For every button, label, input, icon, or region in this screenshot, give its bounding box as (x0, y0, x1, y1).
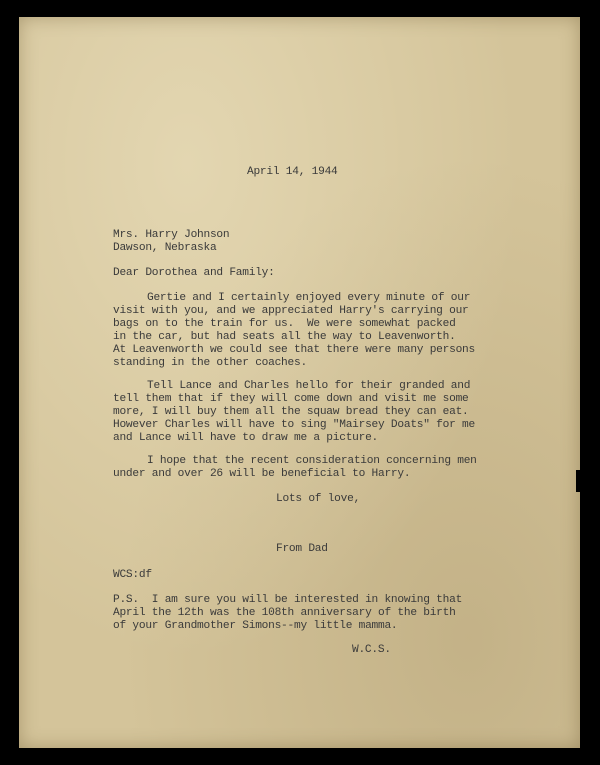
salutation: Dear Dorothea and Family: (113, 267, 275, 279)
letter-date: April 14, 1944 (247, 166, 338, 178)
postscript-line: of your Grandmother Simons--my little mamma. (113, 620, 398, 632)
paragraph-line: Gertie and I certainly enjoyed every minute of our (147, 292, 471, 304)
postscript-line: P.S. I am sure you will be interested in knowing that (113, 594, 463, 606)
paragraph-line: more, I will buy them all the squaw bread they can eat. (113, 406, 469, 418)
paper-edge-notch (576, 470, 582, 492)
paragraph-line: under and over 26 will be beneficial to Harry. (113, 468, 411, 480)
closing: Lots of love, (276, 493, 361, 505)
recipient-location: Dawson, Nebraska (113, 242, 217, 254)
typist-initials: WCS:df (113, 569, 152, 581)
paragraph-line: tell them that if they will come down and visit me some (113, 393, 469, 405)
paragraph-line: visit with you, and we appreciated Harry's carrying our (113, 305, 469, 317)
paragraph-line: Tell Lance and Charles hello for their granded and (147, 380, 471, 392)
paragraph-line: standing in the other coaches. (113, 357, 307, 369)
recipient-name: Mrs. Harry Johnson (113, 229, 230, 241)
paragraph-line: in the car, but had seats all the way to Leavenworth. (113, 331, 456, 343)
paragraph-line: and Lance will have to draw me a picture. (113, 432, 379, 444)
paragraph-line: bags on to the train for us. We were somewhat packed (113, 318, 456, 330)
paragraph-line: I hope that the recent consideration concerning men (147, 455, 477, 467)
postscript-line: April the 12th was the 108th anniversary of the birth (113, 607, 456, 619)
postscript-initials: W.C.S. (352, 644, 391, 656)
signature: From Dad (276, 543, 328, 555)
paragraph-line: At Leavenworth we could see that there were many persons (113, 344, 475, 356)
paragraph-line: However Charles will have to sing "Mairsey Doats" for me (113, 419, 475, 431)
